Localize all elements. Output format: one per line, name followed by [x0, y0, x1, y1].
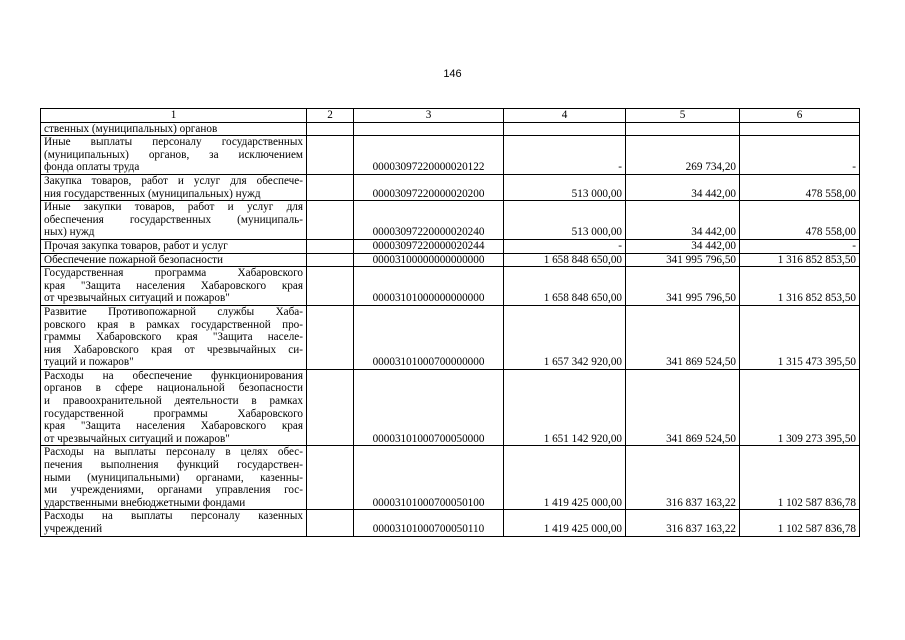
row-code-cell: 00003097220000020240 — [354, 201, 504, 240]
row-col5-cell: 341 869 524,50 — [626, 305, 740, 369]
row-name-line: от чрезвычайных ситуаций и пожаров" — [44, 432, 230, 445]
row-col2-cell — [307, 446, 354, 510]
row-code-cell: 00003097220000020200 — [354, 174, 504, 200]
row-name-line: Закупка товаров, работ и услуг для обеспече- — [44, 174, 303, 187]
row-name-line: ных) нужд — [44, 226, 95, 239]
row-name-line: ния Хабаровского края от чрезвычайных си- — [44, 343, 303, 356]
row-name-line: туаций и пожаров" — [44, 356, 134, 369]
row-col4-cell: 1 658 848 650,00 — [504, 253, 626, 267]
table-row — [41, 369, 860, 446]
row-name-cell — [41, 510, 307, 536]
row-name-line: Расходы на обеспечение функционирования — [44, 369, 303, 382]
row-col6-cell — [740, 122, 860, 136]
row-col6-cell: 478 558,00 — [740, 201, 860, 240]
row-name-line: Иные выплаты персоналу государственных — [44, 136, 303, 149]
row-name-cell — [41, 122, 307, 136]
header-cell-3: 3 — [354, 109, 504, 123]
row-col4-cell: 1 419 425 000,00 — [504, 446, 626, 510]
row-col2-cell — [307, 253, 354, 267]
row-col2-cell — [307, 122, 354, 136]
row-col5-cell: 341 869 524,50 — [626, 369, 740, 446]
row-name-cell — [41, 174, 307, 200]
row-col6-cell: 1 102 587 836,78 — [740, 446, 860, 510]
header-cell-6: 6 — [740, 109, 860, 123]
table-row — [41, 305, 860, 369]
row-col2-cell — [307, 510, 354, 536]
header-cell-4: 4 — [504, 109, 626, 123]
table-row — [41, 136, 860, 175]
row-name-cell — [41, 239, 307, 253]
table-row — [41, 201, 860, 240]
row-name-cell — [41, 253, 307, 267]
header-cell-5: 5 — [626, 109, 740, 123]
row-name-cell — [41, 446, 307, 510]
row-name-line: обеспечения государственных (муниципаль- — [44, 213, 303, 226]
row-name-line: Государственная программа Хабаровского — [44, 267, 303, 280]
header-cell-2: 2 — [307, 109, 354, 123]
row-code-cell: 00003097220000020122 — [354, 136, 504, 175]
row-col4-cell: 1 657 342 920,00 — [504, 305, 626, 369]
row-name-line: края "Защита населения Хабаровского края — [44, 420, 303, 433]
row-name-line: Обеспечение пожарной безопасности — [44, 253, 224, 266]
row-name-line: Расходы на выплаты персоналу казенных — [44, 510, 303, 523]
row-col4-cell: - — [504, 136, 626, 175]
row-col2-cell — [307, 201, 354, 240]
table-row — [41, 253, 860, 267]
row-name-line: края "Защита населения Хабаровского края — [44, 279, 303, 292]
row-code-cell: 00003101000700050110 — [354, 510, 504, 536]
row-col6-cell: 1 316 852 853,50 — [740, 267, 860, 306]
row-name-line: печения выполнения функций государствен- — [44, 459, 303, 472]
table-row — [41, 122, 860, 136]
row-name-cell — [41, 136, 307, 175]
row-col4-cell: - — [504, 239, 626, 253]
row-col6-cell: - — [740, 239, 860, 253]
row-name-line: фонда оплаты труда — [44, 161, 140, 174]
row-code-cell: 00003101000700000000 — [354, 305, 504, 369]
row-name-line: Расходы на выплаты персоналу в целях обес- — [44, 446, 303, 459]
row-code-cell: 00003101000700050100 — [354, 446, 504, 510]
row-col5-cell: 341 995 796,50 — [626, 267, 740, 306]
row-col4-cell: 1 658 848 650,00 — [504, 267, 626, 306]
row-col5-cell: 34 442,00 — [626, 239, 740, 253]
row-col6-cell: 478 558,00 — [740, 174, 860, 200]
row-col5-cell: 269 734,20 — [626, 136, 740, 175]
row-col6-cell: 1 315 473 395,50 — [740, 305, 860, 369]
row-col2-cell — [307, 369, 354, 446]
row-name-line: от чрезвычайных ситуаций и пожаров" — [44, 292, 230, 305]
row-col4-cell: 1 419 425 000,00 — [504, 510, 626, 536]
row-name-line: государственной программы Хабаровского — [44, 407, 303, 420]
row-col6-cell: - — [740, 136, 860, 175]
row-col5-cell: 34 442,00 — [626, 201, 740, 240]
row-name-line: и правоохранительной деятельности в рамках — [44, 395, 303, 408]
row-col5-cell: 34 442,00 — [626, 174, 740, 200]
row-col5-cell: 316 837 163,22 — [626, 446, 740, 510]
row-name-line: Развитие Противопожарной службы Хаба- — [44, 305, 303, 318]
table-row — [41, 446, 860, 510]
budget-table — [40, 108, 860, 537]
row-col5-cell: 341 995 796,50 — [626, 253, 740, 267]
row-col2-cell — [307, 136, 354, 175]
row-name-cell — [41, 369, 307, 446]
row-code-cell — [354, 122, 504, 136]
table-row — [41, 267, 860, 306]
row-name-line: Прочая закупка товаров, работ и услуг — [44, 239, 228, 252]
row-name-line: ми учреждениями, органами управления гос- — [44, 484, 303, 497]
row-name-line: (муниципальных) органов, за исключением — [44, 148, 303, 161]
row-col4-cell: 1 651 142 920,00 — [504, 369, 626, 446]
table-row — [41, 174, 860, 200]
row-name-line: граммы Хабаровского края "Защита населе- — [44, 331, 303, 344]
row-code-cell: 00003101000700050000 — [354, 369, 504, 446]
table-row — [41, 510, 860, 536]
row-col2-cell — [307, 239, 354, 253]
row-col5-cell — [626, 122, 740, 136]
row-name-cell — [41, 201, 307, 240]
row-col2-cell — [307, 174, 354, 200]
row-name-line: ными (муниципальными) органами, казенны- — [44, 471, 303, 484]
row-name-line: ударственными внебюджетными фондами — [44, 496, 246, 509]
row-col5-cell: 316 837 163,22 — [626, 510, 740, 536]
row-name-line: ственных (муниципальных) органов — [44, 122, 218, 135]
row-name-line: Иные закупки товаров, работ и услуг для — [44, 201, 303, 214]
row-col4-cell — [504, 122, 626, 136]
row-code-cell: 00003101000000000000 — [354, 267, 504, 306]
table-row — [41, 239, 860, 253]
row-col6-cell: 1 309 273 395,50 — [740, 369, 860, 446]
header-row — [41, 109, 860, 123]
row-name-line: учреждений — [44, 523, 103, 535]
row-name-line: ровского края в рамках государственной про- — [44, 318, 303, 331]
row-col2-cell — [307, 267, 354, 306]
row-col4-cell: 513 000,00 — [504, 201, 626, 240]
row-col4-cell: 513 000,00 — [504, 174, 626, 200]
row-name-line: органов в сфере национальной безопасности — [44, 382, 303, 395]
header-cell-1: 1 — [41, 109, 307, 123]
row-code-cell: 00003100000000000000 — [354, 253, 504, 267]
row-col2-cell — [307, 305, 354, 369]
page-number: 146 — [443, 68, 462, 80]
row-name-line: ния государственных (муниципальных) нужд — [44, 187, 261, 200]
row-col6-cell: 1 316 852 853,50 — [740, 253, 860, 267]
row-col6-cell: 1 102 587 836,78 — [740, 510, 860, 536]
row-name-cell — [41, 267, 307, 306]
row-code-cell: 00003097220000020244 — [354, 239, 504, 253]
row-name-cell — [41, 305, 307, 369]
